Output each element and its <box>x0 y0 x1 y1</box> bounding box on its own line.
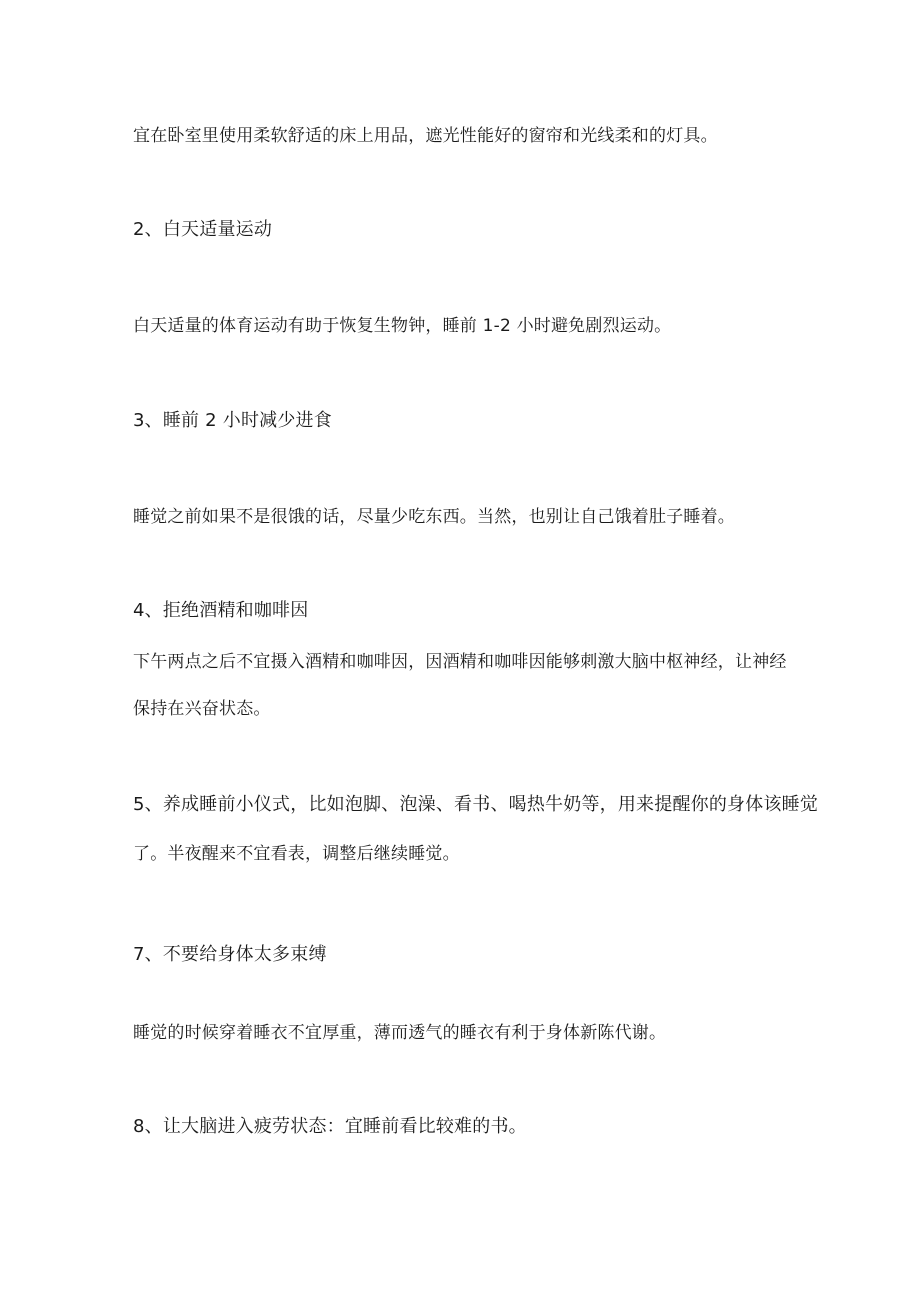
heading-daytime-exercise: 2、白天适量运动 <box>133 219 273 240</box>
paragraph-bedroom-supplies: 宜在卧室里使用柔软舒适的床上用品，遮光性能好的窗帘和光线柔和的灯具。 <box>133 126 718 146</box>
heading-less-restraint: 7、不要给身体太多束缚 <box>133 944 327 965</box>
paragraph-bedtime-ritual-line1: 5、养成睡前小仪式，比如泡脚、泡澡、看书、喝热牛奶等，用来提醒你的身体该睡觉 <box>133 794 819 815</box>
paragraph-less-restraint: 睡觉的时候穿着睡衣不宜厚重，薄而透气的睡衣有利于身体新陈代谢。 <box>133 1023 667 1043</box>
paragraph-reduce-eating: 睡觉之前如果不是很饿的话，尽量少吃东西。当然，也别让自己饿着肚子睡着。 <box>133 507 735 527</box>
heading-reduce-eating: 3、睡前 2 小时减少进食 <box>133 410 332 431</box>
paragraph-no-alcohol-caffeine-line2: 保持在兴奋状态。 <box>133 699 271 719</box>
paragraph-daytime-exercise: 白天适量的体育运动有助于恢复生物钟，睡前 1-2 小时避免剧烈运动。 <box>133 316 672 336</box>
heading-tire-brain: 8、让大脑进入疲劳状态：宜睡前看比较难的书。 <box>133 1116 527 1137</box>
heading-no-alcohol-caffeine: 4、拒绝酒精和咖啡因 <box>133 600 309 621</box>
paragraph-bedtime-ritual-line2: 了。半夜醒来不宜看表，调整后继续睡觉。 <box>133 844 460 864</box>
paragraph-no-alcohol-caffeine-line1: 下午两点之后不宜摄入酒精和咖啡因，因酒精和咖啡因能够刺激大脑中枢神经，让神经 <box>133 652 787 672</box>
